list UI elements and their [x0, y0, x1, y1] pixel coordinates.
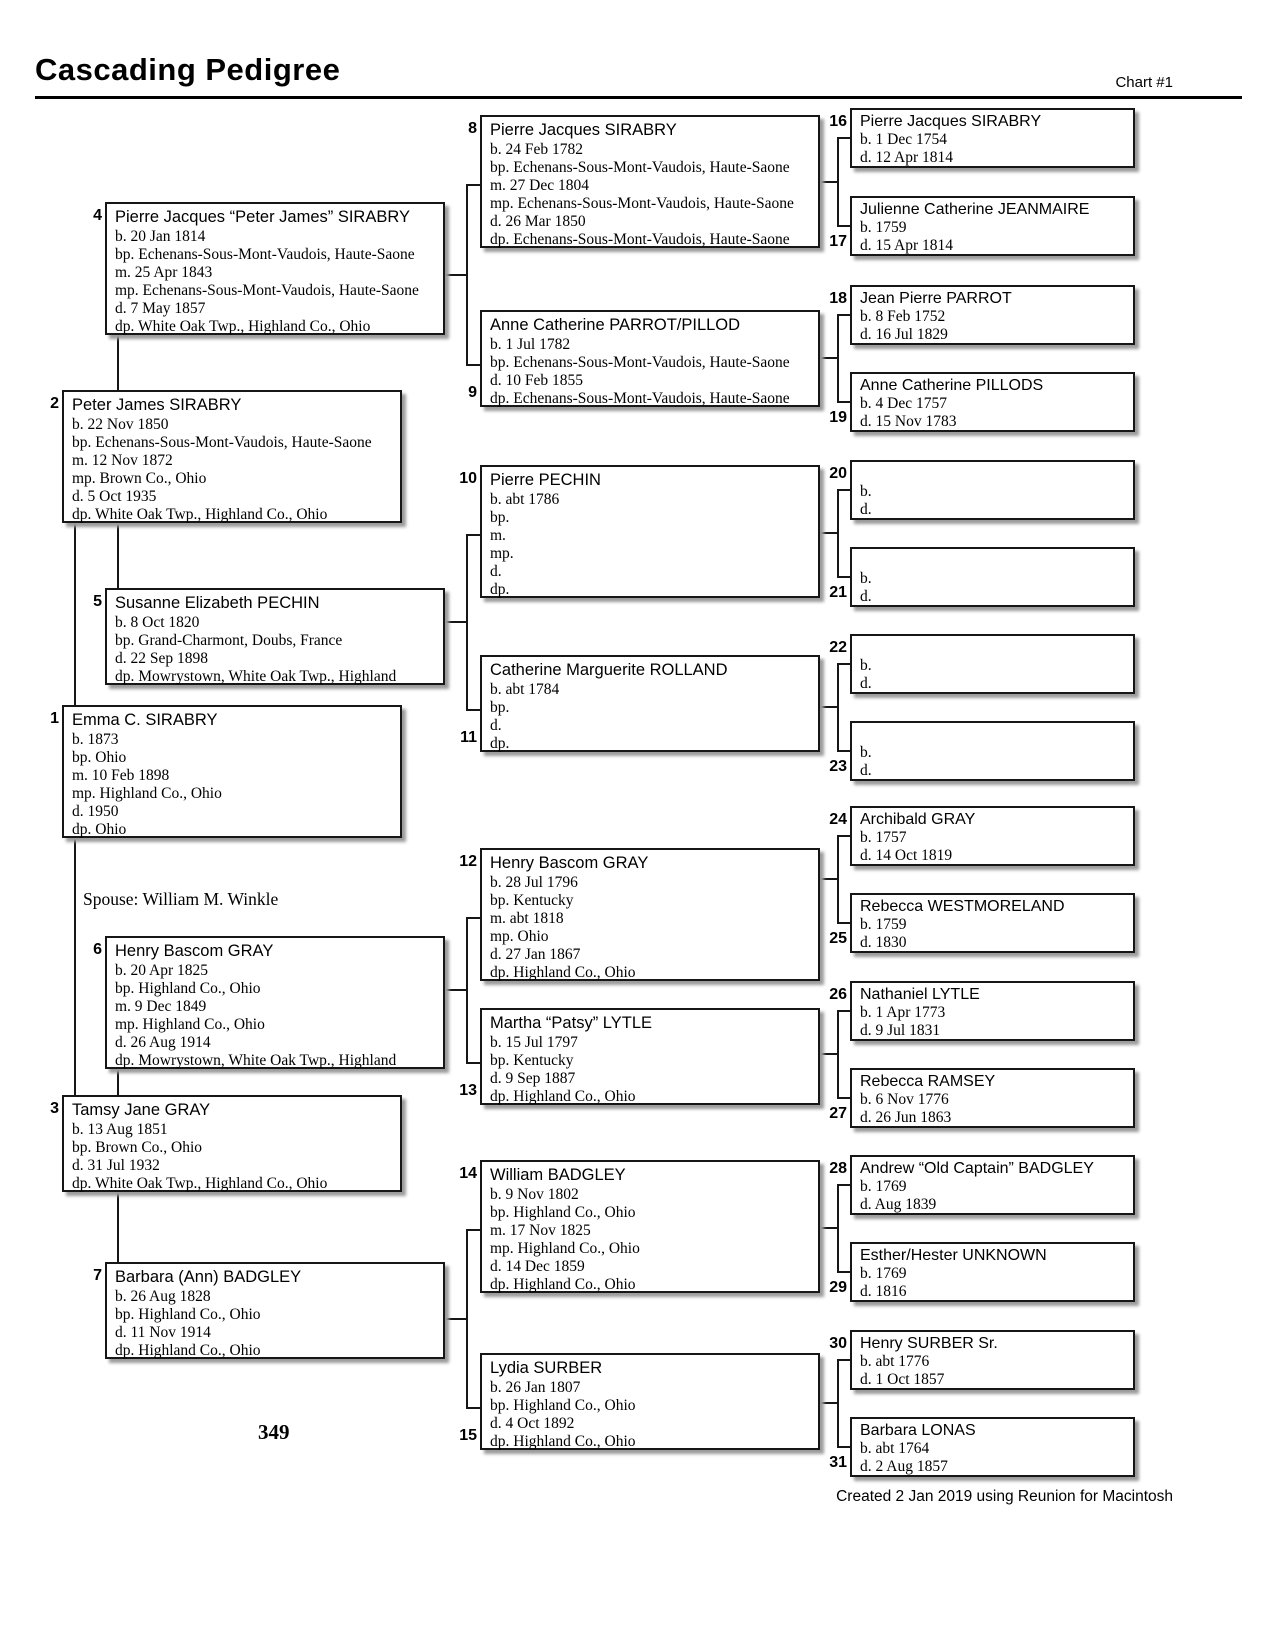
- person-box-23: [829, 721, 1135, 781]
- person-details: [860, 1440, 1125, 1476]
- detail-line: d. 4 Oct 1892: [490, 1415, 575, 1432]
- detail-line: m. 12 Nov 1872: [72, 452, 173, 469]
- detail-line: b. 1 Jul 1782: [490, 336, 571, 353]
- person-name: [860, 464, 1125, 483]
- bracket-30-31: [820, 1360, 850, 1447]
- person-box-13: [459, 1008, 820, 1105]
- person-number: 16: [829, 113, 847, 130]
- detail-line: mp. Highland Co., Ohio: [115, 1016, 265, 1033]
- person-number: 18: [829, 290, 847, 307]
- detail-line: b. 1759: [860, 219, 907, 236]
- person-details: [860, 1178, 1125, 1214]
- detail-line: d. 15 Nov 1783: [860, 413, 957, 430]
- person-number: 28: [829, 1160, 847, 1177]
- person-number: 14: [459, 1165, 477, 1182]
- person-box-3: [50, 1095, 402, 1192]
- detail-line: dp. Highland Co., Ohio: [490, 1088, 636, 1105]
- bracket-14-15: [445, 1230, 480, 1408]
- person-name: Barbara (Ann) BADGLEY: [115, 1268, 302, 1286]
- person-details: [490, 336, 810, 408]
- detail-line: b. 20 Apr 1825: [115, 962, 208, 979]
- person-name: [860, 638, 1125, 657]
- person-box-18: [829, 285, 1135, 345]
- person-name: Susanne Elizabeth PECHIN: [115, 594, 320, 612]
- person-details: [115, 614, 435, 686]
- detail-line: dp. Mowrystown, White Oak Twp., Highland: [115, 668, 397, 685]
- person-name: Anne Catherine PARROT/PILLOD: [490, 316, 741, 334]
- detail-line: b. 26 Aug 1828: [115, 1288, 211, 1305]
- detail-line: bp. Highland Co., Ohio: [115, 1306, 261, 1323]
- detail-line: b.: [860, 744, 872, 761]
- person-number: 26: [829, 986, 847, 1003]
- person-number: 13: [459, 1082, 477, 1099]
- detail-line: bp. Brown Co., Ohio: [72, 1139, 203, 1156]
- detail-line: dp. White Oak Twp., Highland Co., Ohio: [72, 1175, 328, 1192]
- person-box-26: [829, 981, 1135, 1041]
- detail-line: bp.: [490, 699, 510, 716]
- person-name: Catherine Marguerite ROLLAND: [490, 661, 728, 679]
- person-number: 8: [468, 120, 477, 137]
- detail-line: d. 9 Jul 1831: [860, 1022, 941, 1039]
- person-name: Martha “Patsy” LYTLE: [490, 1014, 652, 1032]
- person-name: Rebecca WESTMORELAND: [860, 898, 1065, 915]
- person-name: Pierre Jacques SIRABRY: [490, 121, 677, 139]
- detail-line: bp. Grand-Charmont, Doubs, France: [115, 632, 343, 649]
- detail-line: b. 1 Dec 1754: [860, 131, 947, 148]
- detail-line: m. 9 Dec 1849: [115, 998, 207, 1015]
- bracket-20-21: [820, 490, 850, 577]
- detail-line: mp.: [490, 545, 514, 562]
- detail-line: mp. Brown Co., Ohio: [72, 470, 207, 487]
- detail-line: dp. White Oak Twp., Highland Co., Ohio: [115, 318, 371, 335]
- person-name: Peter James SIRABRY: [72, 396, 242, 414]
- person-details: [72, 1121, 392, 1193]
- detail-line: b. abt 1776: [860, 1353, 930, 1370]
- detail-line: b. abt 1764: [860, 1440, 930, 1457]
- detail-line: b. abt 1786: [490, 491, 560, 508]
- detail-line: b. 8 Feb 1752: [860, 308, 946, 325]
- detail-line: dp. Ohio: [72, 821, 127, 838]
- detail-line: dp. Mowrystown, White Oak Twp., Highland: [115, 1052, 397, 1069]
- person-name: Pierre Jacques SIRABRY: [860, 113, 1042, 130]
- person-number: 11: [460, 729, 477, 746]
- person-box-8: [468, 115, 820, 248]
- detail-line: b.: [860, 570, 872, 587]
- person-details: [860, 131, 1125, 167]
- detail-line: d. 1 Oct 1857: [860, 1371, 945, 1388]
- detail-line: d.: [490, 563, 502, 580]
- detail-line: d. 9 Sep 1887: [490, 1070, 576, 1087]
- person-number: 30: [829, 1335, 847, 1352]
- person-number: 21: [829, 584, 847, 601]
- detail-line: b.: [860, 657, 872, 674]
- detail-line: m. 25 Apr 1843: [115, 264, 213, 281]
- detail-line: b. 9 Nov 1802: [490, 1186, 579, 1203]
- person-name: Andrew “Old Captain” BADGLEY: [860, 1160, 1094, 1177]
- person-number: 7: [93, 1267, 102, 1284]
- spouse-note: Spouse: William M. Winkle: [83, 889, 279, 909]
- detail-line: bp. Kentucky: [490, 1052, 574, 1069]
- person-details: [860, 219, 1125, 255]
- person-box-10: [459, 465, 820, 598]
- detail-line: bp. Highland Co., Ohio: [490, 1204, 636, 1221]
- person-number: 3: [50, 1100, 59, 1117]
- person-name: Henry SURBER Sr.: [860, 1335, 998, 1352]
- person-name: Barbara LONAS: [860, 1422, 976, 1439]
- detail-line: dp. Highland Co., Ohio: [490, 964, 636, 981]
- detail-line: d. 2 Aug 1857: [860, 1458, 948, 1475]
- person-details: [490, 141, 810, 249]
- person-box-17: [829, 196, 1135, 256]
- person-box-28: [829, 1155, 1135, 1215]
- person-name: Henry Bascom GRAY: [115, 942, 274, 960]
- person-details: [490, 1034, 810, 1106]
- person-box-31: [829, 1417, 1135, 1477]
- detail-line: dp. Highland Co., Ohio: [490, 1433, 636, 1450]
- detail-line: bp. Echenans-Sous-Mont-Vaudois, Haute-Saone: [490, 354, 790, 371]
- person-number: 31: [829, 1454, 847, 1471]
- bracket-12-13: [445, 918, 480, 1063]
- person-name: Henry Bascom GRAY: [490, 854, 649, 872]
- detail-line: b.: [860, 483, 872, 500]
- person-number: 29: [829, 1279, 847, 1296]
- chart-number-label: Chart #1: [1115, 74, 1173, 91]
- detail-line: d. 27 Jan 1867: [490, 946, 581, 963]
- person-box-27: [829, 1068, 1135, 1128]
- person-box-24: [829, 806, 1135, 866]
- person-number: 10: [459, 470, 477, 487]
- person-box-11: [460, 655, 820, 752]
- person-details: [860, 657, 1125, 693]
- person-box-25: [829, 893, 1135, 953]
- detail-line: b. 24 Feb 1782: [490, 141, 583, 158]
- detail-line: d.: [490, 717, 502, 734]
- detail-line: bp. Kentucky: [490, 892, 574, 909]
- person-number: 12: [459, 853, 477, 870]
- person-details: [860, 308, 1125, 344]
- person-box-7: [93, 1262, 445, 1359]
- person-details: [490, 1186, 810, 1294]
- person-name: Lydia SURBER: [490, 1359, 603, 1377]
- detail-line: d. 1950: [72, 803, 119, 820]
- detail-line: dp. Highland Co., Ohio: [115, 1342, 261, 1359]
- bracket-26-27: [820, 1011, 850, 1098]
- person-number: 9: [468, 384, 477, 401]
- detail-line: b. abt 1784: [490, 681, 560, 698]
- detail-line: d. 10 Feb 1855: [490, 372, 583, 389]
- detail-line: d.: [860, 588, 872, 605]
- person-box-29: [829, 1242, 1135, 1302]
- detail-line: b. 1759: [860, 916, 907, 933]
- detail-line: b. 13 Aug 1851: [72, 1121, 168, 1138]
- person-name: Emma C. SIRABRY: [72, 711, 218, 729]
- detail-line: b. 26 Jan 1807: [490, 1379, 581, 1396]
- detail-line: dp. Echenans-Sous-Mont-Vaudois, Haute-Saone: [490, 231, 790, 248]
- detail-line: bp. Echenans-Sous-Mont-Vaudois, Haute-Saone: [115, 246, 415, 263]
- detail-line: b. 8 Oct 1820: [115, 614, 200, 631]
- detail-line: d. 1830: [860, 934, 907, 951]
- detail-line: d. 7 May 1857: [115, 300, 206, 317]
- detail-line: bp. Echenans-Sous-Mont-Vaudois, Haute-Saone: [72, 434, 372, 451]
- person-details: [115, 962, 435, 1070]
- person-number: 1: [50, 710, 59, 727]
- person-details: [490, 681, 810, 753]
- detail-line: d. 16 Jul 1829: [860, 326, 948, 343]
- person-details: [860, 1091, 1125, 1127]
- page-title: Cascading Pedigree: [35, 52, 341, 87]
- detail-line: d. 12 Apr 1814: [860, 149, 953, 166]
- detail-line: d. 5 Oct 1935: [72, 488, 157, 505]
- person-name: Rebecca RAMSEY: [860, 1073, 996, 1090]
- person-details: [72, 731, 392, 839]
- person-details: [490, 491, 810, 599]
- person-name: Pierre PECHIN: [490, 471, 601, 489]
- person-number: 23: [829, 758, 847, 775]
- detail-line: d. 22 Sep 1898: [115, 650, 208, 667]
- detail-line: b. 1873: [72, 731, 119, 748]
- detail-line: bp. Highland Co., Ohio: [490, 1397, 636, 1414]
- person-box-30: [829, 1330, 1135, 1390]
- detail-line: d. 15 Apr 1814: [860, 237, 953, 254]
- person-name: [860, 551, 1125, 570]
- person-box-4: [93, 202, 445, 335]
- person-box-15: [459, 1353, 820, 1450]
- detail-line: b. 28 Jul 1796: [490, 874, 578, 891]
- person-details: [860, 483, 1125, 519]
- page-number: 349: [258, 1420, 290, 1444]
- bracket-24-25: [820, 836, 850, 923]
- person-number: 19: [829, 409, 847, 426]
- person-details: [115, 228, 435, 336]
- person-details: [860, 395, 1125, 431]
- person-box-22: [829, 634, 1135, 694]
- detail-line: mp. Echenans-Sous-Mont-Vaudois, Haute-Saone: [115, 282, 419, 299]
- person-details: [860, 744, 1125, 780]
- detail-line: d. 11 Nov 1914: [115, 1324, 211, 1341]
- detail-line: dp.: [490, 735, 510, 752]
- person-box-1: [50, 705, 402, 838]
- detail-line: mp. Highland Co., Ohio: [72, 785, 222, 802]
- detail-line: b. 15 Jul 1797: [490, 1034, 578, 1051]
- bracket-18-19: [820, 315, 850, 402]
- person-name: Pierre Jacques “Peter James” SIRABRY: [115, 208, 410, 226]
- detail-line: m. 17 Nov 1825: [490, 1222, 591, 1239]
- person-details: [860, 916, 1125, 952]
- person-box-14: [459, 1160, 820, 1293]
- detail-line: b. 22 Nov 1850: [72, 416, 169, 433]
- detail-line: mp. Ohio: [490, 928, 549, 945]
- person-name: Esther/Hester UNKNOWN: [860, 1247, 1047, 1264]
- detail-line: dp. White Oak Twp., Highland Co., Ohio: [72, 506, 328, 523]
- bracket-8-9: [445, 185, 480, 365]
- detail-line: d.: [860, 762, 872, 779]
- bracket-22-23: [820, 664, 850, 751]
- detail-line: d. 1816: [860, 1283, 907, 1300]
- detail-line: d. 26 Jun 1863: [860, 1109, 952, 1126]
- person-box-6: [93, 936, 445, 1069]
- person-details: [860, 1353, 1125, 1389]
- footer-credit: Created 2 Jan 2019 using Reunion for Macintosh: [836, 1488, 1173, 1505]
- person-box-19: [829, 372, 1135, 432]
- detail-line: b. 1757: [860, 829, 907, 846]
- person-number: 17: [829, 233, 847, 250]
- detail-line: d. Aug 1839: [860, 1196, 937, 1213]
- person-number: 5: [93, 593, 102, 610]
- detail-line: d. 26 Aug 1914: [115, 1034, 211, 1051]
- person-box-5: [93, 588, 445, 685]
- person-details: [860, 1004, 1125, 1040]
- person-details: [72, 416, 392, 524]
- detail-line: m. abt 1818: [490, 910, 564, 927]
- detail-line: m. 27 Dec 1804: [490, 177, 590, 194]
- detail-line: dp. Echenans-Sous-Mont-Vaudois, Haute-Saone: [490, 390, 790, 407]
- detail-line: dp.: [490, 581, 510, 598]
- detail-line: d.: [860, 501, 872, 518]
- person-name: William BADGLEY: [490, 1166, 626, 1184]
- detail-line: bp.: [490, 509, 510, 526]
- person-details: [860, 829, 1125, 865]
- person-number: 2: [50, 395, 59, 412]
- detail-line: d.: [860, 675, 872, 692]
- person-number: 15: [459, 1427, 477, 1444]
- person-name: Anne Catherine PILLODS: [860, 377, 1044, 394]
- person-name: [860, 725, 1125, 744]
- person-box-2: [50, 390, 402, 523]
- person-number: 25: [829, 930, 847, 947]
- detail-line: d. 14 Oct 1819: [860, 847, 953, 864]
- person-name: Jean Pierre PARROT: [860, 290, 1012, 307]
- person-details: [490, 1379, 810, 1451]
- detail-line: mp. Highland Co., Ohio: [490, 1240, 640, 1257]
- detail-line: d. 14 Dec 1859: [490, 1258, 585, 1275]
- detail-line: dp. Highland Co., Ohio: [490, 1276, 636, 1293]
- person-number: 24: [829, 811, 847, 828]
- person-number: 4: [93, 207, 102, 224]
- person-box-16: [829, 108, 1135, 168]
- person-details: [115, 1288, 435, 1360]
- detail-line: d. 31 Jul 1932: [72, 1157, 160, 1174]
- bracket-28-29: [820, 1185, 850, 1272]
- detail-line: mp. Echenans-Sous-Mont-Vaudois, Haute-Saone: [490, 195, 794, 212]
- person-number: 22: [829, 639, 847, 656]
- detail-line: b. 1 Apr 1773: [860, 1004, 946, 1021]
- person-number: 20: [829, 465, 847, 482]
- person-box-9: [468, 310, 820, 407]
- person-name: Julienne Catherine JEANMAIRE: [860, 201, 1090, 218]
- person-number: 27: [829, 1105, 847, 1122]
- person-box-12: [459, 848, 820, 981]
- detail-line: d. 26 Mar 1850: [490, 213, 586, 230]
- person-name: Archibald GRAY: [860, 811, 976, 828]
- detail-line: bp. Ohio: [72, 749, 127, 766]
- detail-line: b. 6 Nov 1776: [860, 1091, 949, 1108]
- detail-line: b. 1769: [860, 1178, 907, 1195]
- person-name: Tamsy Jane GRAY: [72, 1101, 211, 1119]
- bracket-16-17: [820, 138, 850, 226]
- person-box-20: [829, 460, 1135, 520]
- detail-line: bp. Echenans-Sous-Mont-Vaudois, Haute-Saone: [490, 159, 790, 176]
- person-details: [860, 570, 1125, 606]
- bracket-10-11: [445, 535, 480, 710]
- detail-line: b. 20 Jan 1814: [115, 228, 206, 245]
- detail-line: b. 1769: [860, 1265, 907, 1282]
- person-box-21: [829, 547, 1135, 607]
- person-number: 6: [93, 941, 102, 958]
- person-name: Nathaniel LYTLE: [860, 986, 980, 1003]
- detail-line: m.: [490, 527, 506, 544]
- detail-line: bp. Highland Co., Ohio: [115, 980, 261, 997]
- detail-line: b. 4 Dec 1757: [860, 395, 947, 412]
- person-details: [860, 1265, 1125, 1301]
- detail-line: m. 10 Feb 1898: [72, 767, 170, 784]
- person-details: [490, 874, 810, 982]
